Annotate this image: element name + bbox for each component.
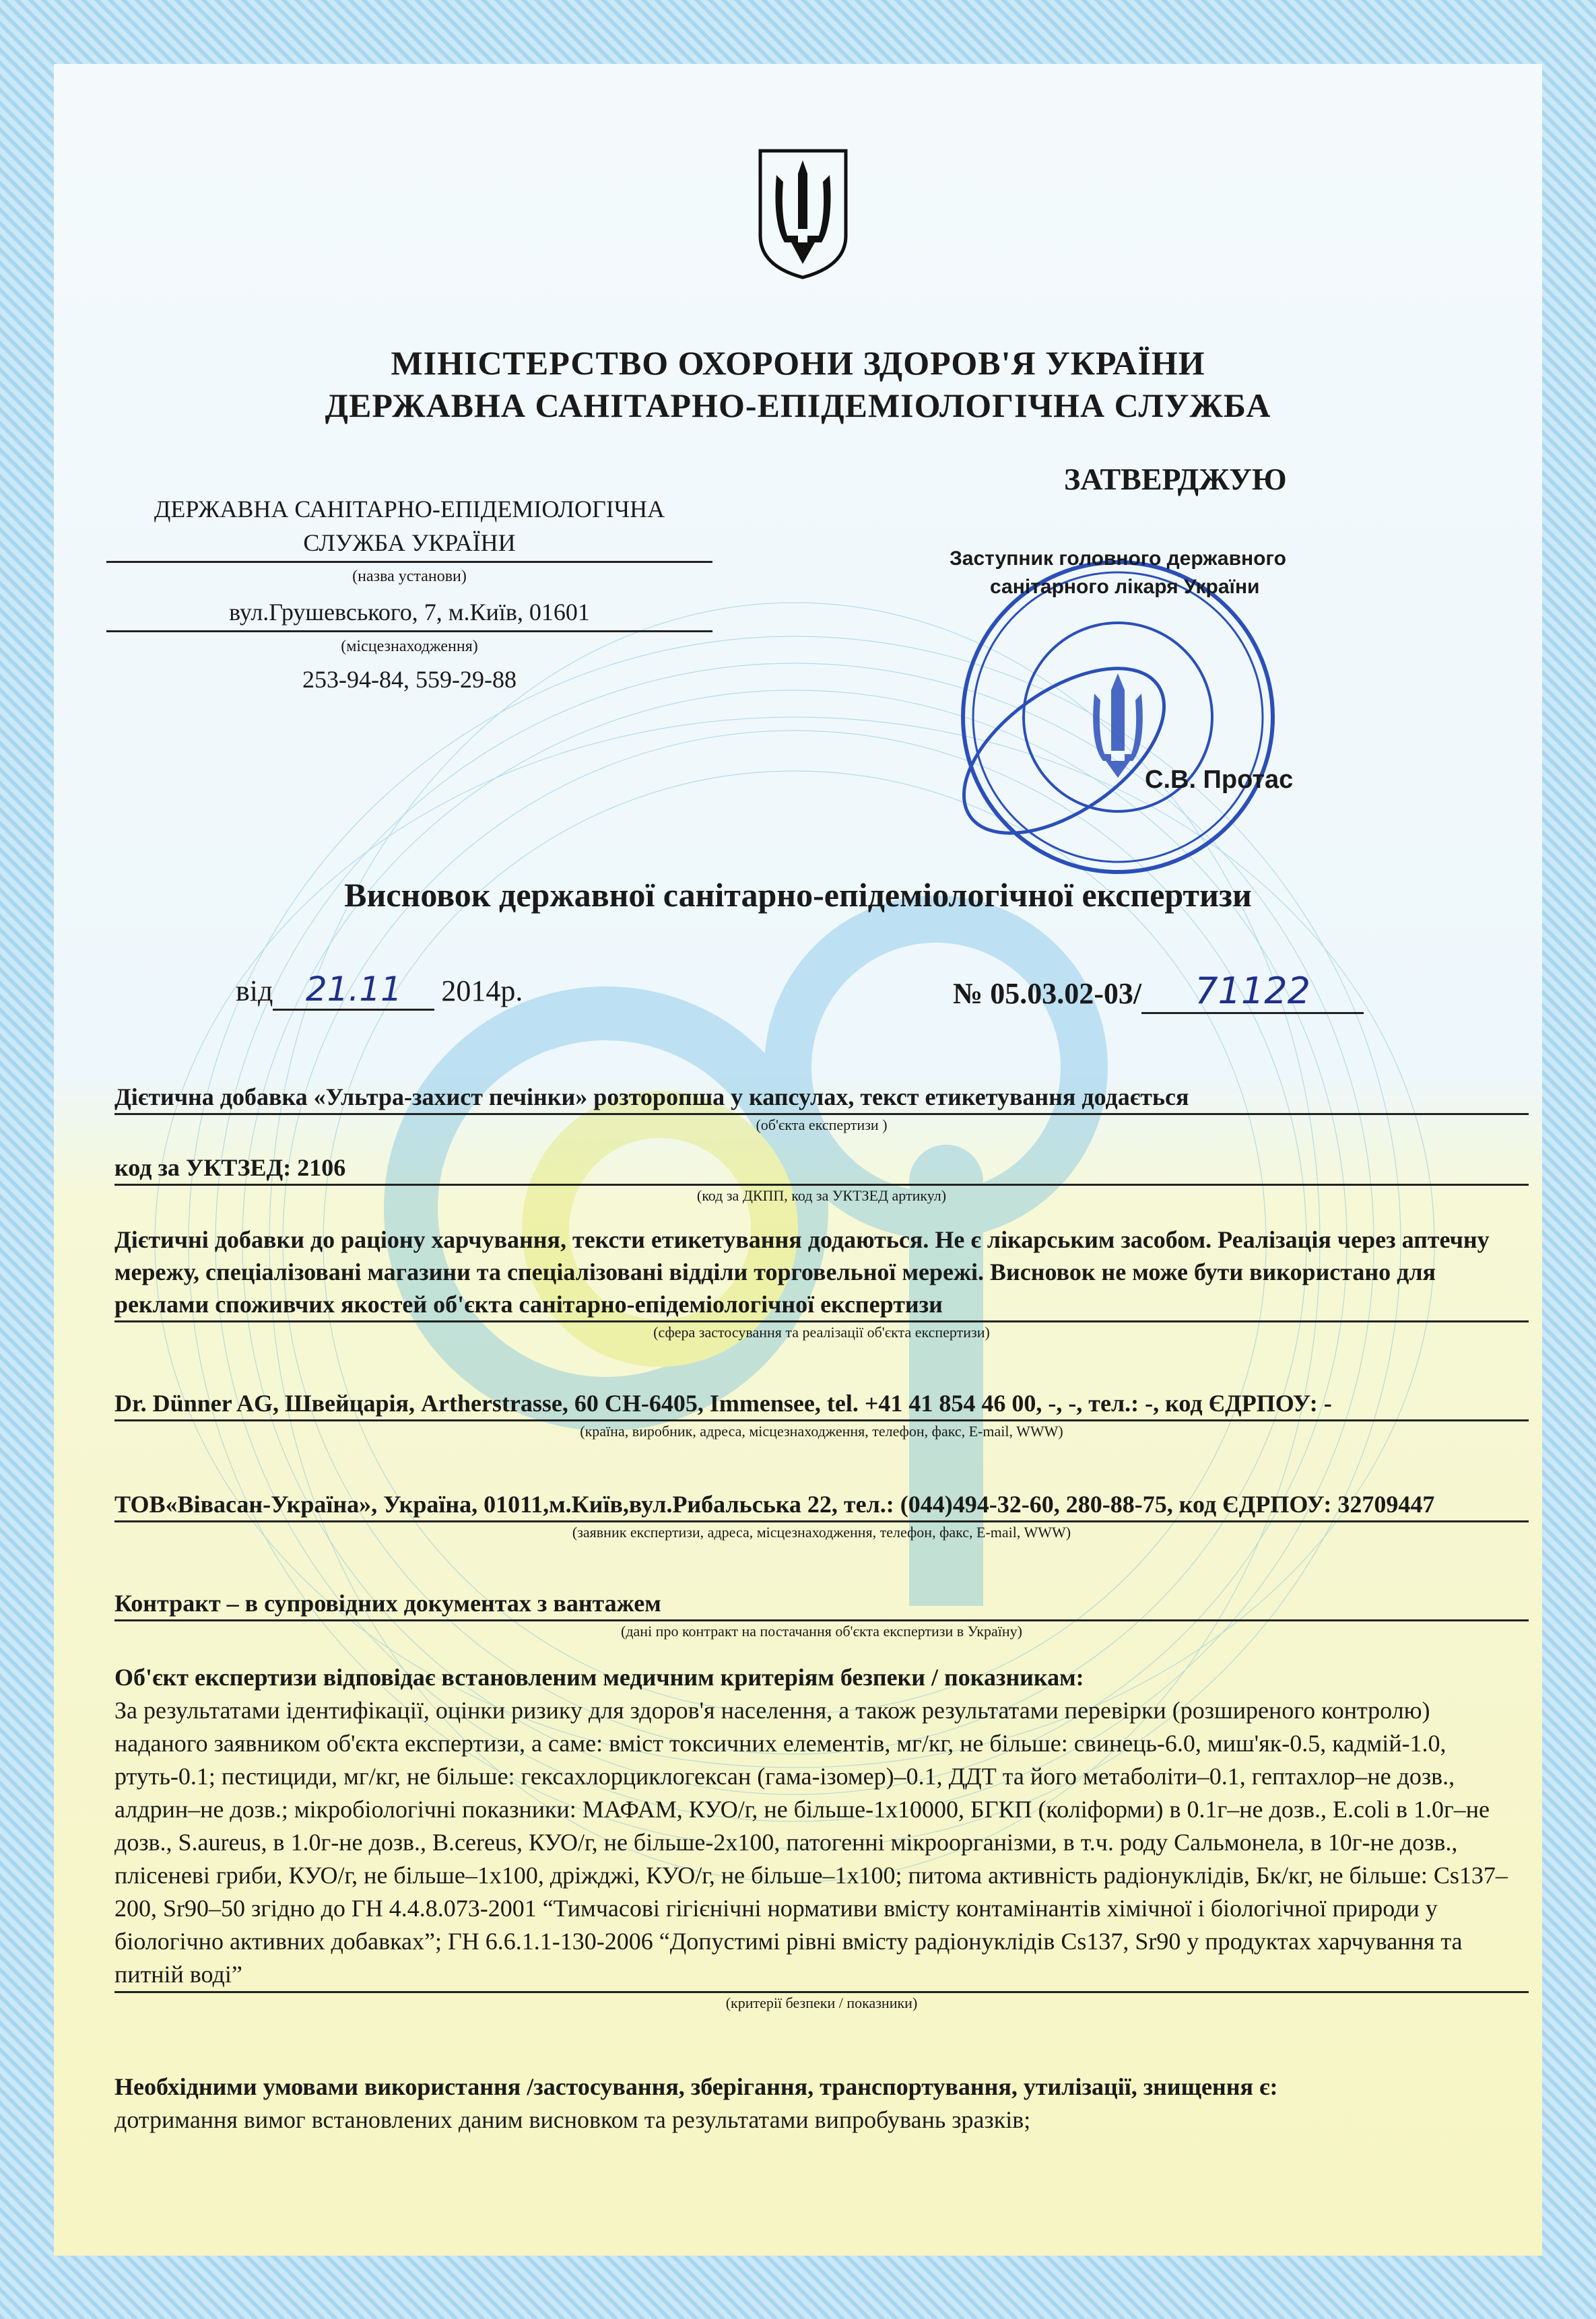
date-handwritten: 21.11 <box>273 970 434 1011</box>
document-title: Висновок державної санітарно-епідеміологічної експертизи <box>344 876 1252 914</box>
field-scope-label: (сфера застосування та реалізації об'єкта експертизи) <box>653 1324 990 1341</box>
criteria-label: (критерії безпеки / показники) <box>725 1994 918 2011</box>
institution-address: вул.Грушевського, 7, м.Київ, 01601 <box>106 598 712 632</box>
field-scope <box>114 1223 1529 1341</box>
approve-heading: ЗАТВЕРДЖУЮ <box>1064 462 1287 496</box>
document-page <box>54 64 1542 2256</box>
field-contract-text: Контракт – в супровідних документах з вантажем <box>114 1587 1529 1621</box>
institution-name-label: (назва установи) <box>352 568 467 585</box>
criteria-heading: Об'єкт експертизи відповідає встановленим медичним критеріям безпеки / показникам: <box>114 1664 1084 1691</box>
institution-name-line2: СЛУЖБА УКРАЇНИ <box>106 529 712 563</box>
date-line <box>236 970 523 1011</box>
field-scope-text: Дієтичні добавки до раціону харчування, тексти етикетування додаються. Не є лікарським засобом. Реалізація через аптечну мережу, спеціалізовані магазини та спеціалізовані відділи торговельної мережі. Висновок не може бути використано для реклами споживчих якостей об'єкта санітарно-епідеміологічної експертизи <box>114 1223 1529 1322</box>
field-applicant <box>114 1488 1529 1541</box>
criteria-text: За результатами ідентифікації, оцінки ризику для здоров'я населення, а також результатами перевірки (розширеного контролю) наданого заявником об'єкта експертизи, а саме: вміст токсичних елементів, мг/кг, не більше: свинець-6.0, миш'як-0.5, кадмій-1.0, ртуть-0.1; пестициди, мг/кг, не більше: гексахлорциклогексан (гама-ізомер)–0.1, ДДТ та його метаболіти–0.1, гептахлор–не дозв., алдрин–не дозв.; мікробіологічні показники: МАФАМ, КУО/г, не більше-1х10000, БГКП (коліформи) в 0.1г–не дозв., E.coli в 1.0г–не дозв., S.aureus, в 1.0г-не дозв., B.cereus, КУО/г, не більше-2х100, патогенні мікроорганізми, в т.ч. роду Сальмонела, в 10г-не дозв., плісеневі гриби, КУО/г, не більше–1х100, дріжджі, КУО/г, не більше–1х100; питома активність радіонуклідів, Бк/кг, не більше: Cs137–200, Sr90–50 згідно до ГН 4.4.8.073-2001 “Тимчасові гігієнічні нормативи вмісту контамінантів хімічної і біологічної природи у біологічно активних добавках”; ГН 6.6.1.1-130-2006 “Допустимі рівні вмісту радіонуклідів Cs137, Sr90 у продуктах харчування та питній воді” <box>114 1694 1529 1993</box>
ministry-title: МІНІСТЕРСТВО ОХОРОНИ ЗДОРОВ'Я УКРАЇНИ <box>391 344 1205 382</box>
approver-position-line2: санітарного лікаря України <box>990 576 1260 598</box>
trident-coat-of-arms-icon <box>758 148 849 279</box>
field-applicant-label: (заявник експертизи, адреса, місцезнаходження, телефон, факс, E-mail, WWW) <box>572 1524 1071 1541</box>
field-object <box>114 1081 1529 1134</box>
document-number <box>953 970 1364 1014</box>
number-prefix: № 05.03.02-03/ <box>953 977 1142 1010</box>
conditions-block <box>114 2071 1529 2137</box>
approver-position-line1: Заступник головного державного <box>950 547 1286 570</box>
field-manufacturer-label: (країна, виробник, адреса, місцезнаходження, телефон, факс, E-mail, WWW) <box>580 1423 1063 1440</box>
institution-name-line1: ДЕРЖАВНА САНІТАРНО-ЕПІДЕМІОЛОГІЧНА <box>154 496 665 523</box>
conditions-heading: Необхідними умовами використання /застосування, зберігання, транспортування, утилізації, знищення є: <box>114 2073 1278 2100</box>
number-handwritten: 71122 <box>1141 970 1364 1014</box>
institution-address-label: (місцезнаходження) <box>341 638 478 655</box>
conditions-text: дотримання вимог встановлених даним висновком та результатами випробувань зразків; <box>114 2106 1031 2133</box>
date-prefix: від <box>236 974 273 1007</box>
field-code-text: код за УКТЗЕД: 2106 <box>114 1151 1529 1186</box>
field-manufacturer-text: Dr. Dünner AG, Швейцарія, Artherstrasse, 60 CH-6405, Immensee, tel. +41 41 854 46 00, -, -, тел.: -, код ЄДРПОУ: - <box>114 1387 1529 1421</box>
institution-phones: 253-94-84, 559-29-88 <box>302 666 517 693</box>
field-contract <box>114 1587 1529 1640</box>
field-code <box>114 1151 1529 1205</box>
field-applicant-text: ТОВ«Вівасан-Україна», Україна, 01011,м.Київ,вул.Рибальська 22, тел.: (044)494-32-60, 280-88-75, код ЄДРПОУ: 32709447 <box>114 1488 1529 1522</box>
field-object-label: (об'єкта експертизи ) <box>756 1116 888 1133</box>
date-year: 2014р. <box>441 974 523 1007</box>
field-manufacturer <box>114 1387 1529 1440</box>
approver-name: С.В. Протас <box>1145 766 1294 794</box>
field-object-text: Дієтична добавка «Ультра-захист печінки» розторопша у капсулах, текст етикетування додається <box>114 1081 1529 1115</box>
field-code-label: (код за ДКПП, код за УКТЗЕД артикул) <box>696 1187 947 1204</box>
field-contract-label: (дані про контракт на постачання об'єкта експертизи в Україну) <box>621 1623 1022 1640</box>
service-title: ДЕРЖАВНА САНІТАРНО-ЕПІДЕМІОЛОГІЧНА СЛУЖБА <box>325 386 1271 424</box>
criteria-block <box>114 1661 1529 2012</box>
